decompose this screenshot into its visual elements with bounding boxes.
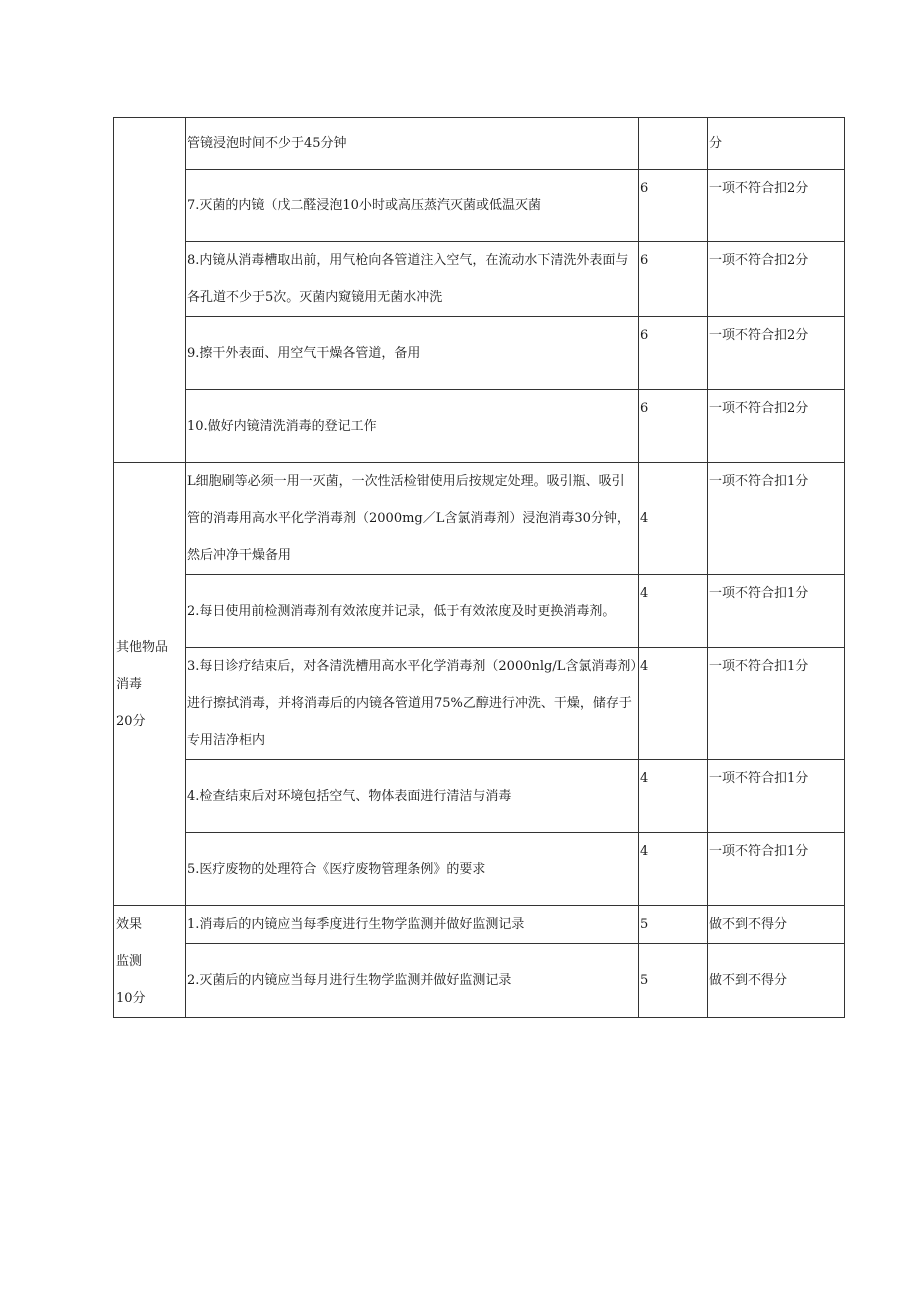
table-row	[114, 575, 845, 648]
deduction-rule: 分	[708, 118, 845, 170]
table-row	[114, 944, 845, 1018]
score-cell: 4	[639, 833, 708, 906]
category-label: 监测	[116, 954, 143, 969]
table-row	[114, 118, 845, 170]
score-cell: 4	[639, 463, 708, 575]
score-cell: 5	[639, 944, 708, 1018]
criterion-text: 1.消毒后的内镜应当每季度进行生物学监测并做好监测记录	[186, 906, 639, 944]
deduction-rule: 一项不符合扣2分	[708, 170, 845, 242]
table-row	[114, 833, 845, 906]
category-points: 20分	[116, 713, 146, 729]
deduction-rule: 做不到不得分	[708, 944, 845, 1018]
category-label: 效果	[116, 917, 143, 932]
criterion-text: 2.灭菌后的内镜应当每月进行生物学监测并做好监测记录	[186, 944, 639, 1018]
score-cell	[639, 118, 708, 170]
criterion-text: 8.内镜从消毒槽取出前，用气枪向各管道注入空气，在流动水下清洗外表面与各孔道不少于5次。灭菌内窥镜用无菌水冲洗	[186, 242, 639, 317]
score-cell: 6	[639, 317, 708, 390]
category-cell-empty	[114, 118, 186, 463]
category-label: 其他物品	[116, 639, 169, 655]
category-cell	[114, 463, 186, 906]
table-row	[114, 906, 845, 944]
criterion-text: 2.每日使用前检测消毒剂有效浓度并记录，低于有效浓度及时更换消毒剂。	[186, 575, 639, 648]
criterion-text: 10.做好内镜清洗消毒的登记工作	[186, 390, 639, 463]
criterion-text: 3.每日诊疗结束后，对各清洗槽用高水平化学消毒剂（2000nlg/L含氯消毒剂）进行擦拭消毒，并将消毒后的内镜各管道用75%乙醇进行冲洗、干燥，储存于专用洁净柜内	[186, 648, 639, 760]
scoring-table	[113, 117, 845, 1018]
table-row	[114, 170, 845, 242]
deduction-rule: 一项不符合扣1分	[708, 648, 845, 760]
criterion-text: L细胞刷等必须一用一灭菌，一次性活检钳使用后按规定处理。吸引瓶、吸引管的消毒用高水平化学消毒剂（2000mg／L含氯消毒剂）浸泡消毒30分钟，然后冲净干燥备用	[186, 463, 639, 575]
deduction-rule: 一项不符合扣1分	[708, 833, 845, 906]
table-row	[114, 317, 845, 390]
score-cell: 6	[639, 170, 708, 242]
score-cell: 6	[639, 242, 708, 317]
score-cell: 4	[639, 575, 708, 648]
deduction-rule: 一项不符合扣1分	[708, 575, 845, 648]
score-cell: 4	[639, 760, 708, 833]
deduction-rule: 一项不符合扣1分	[708, 760, 845, 833]
category-cell	[114, 906, 186, 1018]
table-row	[114, 463, 845, 575]
category-points: 10分	[116, 991, 146, 1006]
score-cell: 6	[639, 390, 708, 463]
table-row	[114, 390, 845, 463]
score-cell: 5	[639, 906, 708, 944]
criterion-text: 7.灭菌的内镜（戊二醛浸泡10小时或高压蒸汽灭菌或低温灭菌	[186, 170, 639, 242]
deduction-rule: 一项不符合扣2分	[708, 317, 845, 390]
deduction-rule: 一项不符合扣2分	[708, 242, 845, 317]
criterion-text: 5.医疗废物的处理符合《医疗废物管理条例》的要求	[186, 833, 639, 906]
deduction-rule: 一项不符合扣2分	[708, 390, 845, 463]
deduction-rule: 一项不符合扣1分	[708, 463, 845, 575]
category-label: 消毒	[116, 676, 143, 692]
table-row	[114, 760, 845, 833]
deduction-rule: 做不到不得分	[708, 906, 845, 944]
criterion-text: 管镜浸泡时间不少于45分钟	[186, 118, 639, 170]
score-cell: 4	[639, 648, 708, 760]
criterion-text: 9.擦干外表面、用空气干燥各管道，备用	[186, 317, 639, 390]
table-row	[114, 648, 845, 760]
criterion-text: 4.检查结束后对环境包括空气、物体表面进行清洁与消毒	[186, 760, 639, 833]
table-row	[114, 242, 845, 317]
